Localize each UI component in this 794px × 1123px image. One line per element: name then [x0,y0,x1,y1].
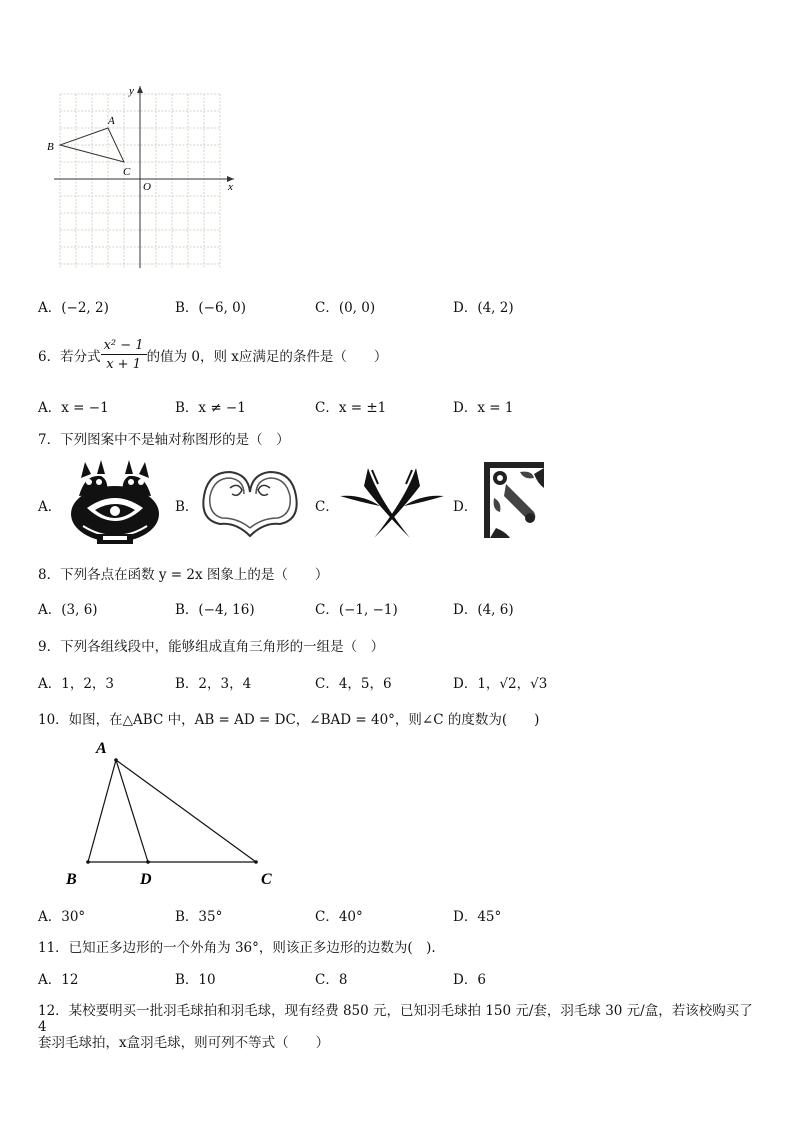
q11-option-b: B．10 [175,972,216,988]
q5-option-c: C．(0, 0) [315,300,376,316]
q7-option-a: A． [38,499,62,515]
q6-stem [38,338,387,372]
q10-option-b: B．35° [175,909,223,925]
y-axis-label: y [129,85,134,97]
q6-prefix: 6．若分式 [38,349,101,365]
crossed-blades-image [338,462,446,542]
q8-option-d: D．(4, 6) [453,602,514,618]
q6-suffix: 的值为 0，则 x应满足的条件是（ ） [146,349,388,365]
q9-stem: 9．下列各组线段中，能够组成直角三角形的一组是（ ） [38,639,385,655]
q12-line-1: 12．某校要明买一批羽毛球拍和羽毛球，现有经费 850 元，已知羽毛球拍 150 元/套，羽毛球 30 元/盒，若该校购买了 4 [38,1003,753,1035]
q8-option-b: B．(−4, 16) [175,602,255,618]
q9-option-d: D．1，√2，√3 [453,676,548,692]
q10-option-a: A．30° [38,909,86,925]
q10-stem: 10．如图，在△ABC 中，AB = AD = DC，∠BAD = 40°，则∠C 的度数为( ) [38,712,540,728]
q5-option-b: B．(−6, 0) [175,300,247,316]
corner-ornament-image [480,458,548,544]
q7-option-c: C． [315,499,339,515]
q11-option-a: A．12 [38,972,79,988]
vertex-c-label: C [261,871,272,888]
point-a-label: A [108,115,115,127]
vertex-a-label: A [96,740,107,757]
q6-fraction [101,338,147,372]
q8-option-a: A．(3, 6) [38,602,98,618]
q6-fraction-numerator: x² − 1 [101,338,147,355]
cloud-pattern-image [198,458,303,543]
q5-option-d: D．(4, 2) [453,300,514,316]
papercut-cats-image [65,456,165,548]
coordinate-grid-figure [42,82,252,272]
q7-stem: 7．下列图案中不是轴对称图形的是（ ） [38,432,290,448]
q7-option-b: B． [175,499,199,515]
vertex-d-label: D [140,871,152,888]
q8-option-c: C．(−1, −1) [315,602,398,618]
q9-option-b: B．2，3，4 [175,676,252,692]
q6-option-b: B．x ≠ −1 [175,400,246,416]
q6-option-d: D．x = 1 [453,400,514,416]
origin-label: O [143,181,151,193]
q9-option-a: A．1，2，3 [38,676,115,692]
q9-option-c: C．4，5，6 [315,676,392,692]
q6-option-a: A．x = −1 [38,400,109,416]
q12-line-2: 套羽毛球拍，x盒羽毛球，则可列不等式（ ） [38,1035,330,1051]
q10-option-c: C．40° [315,909,363,925]
triangle-abdc-figure [60,736,290,892]
q11-stem: 11．已知正多边形的一个外角为 36°，则该正多边形的边数为( ). [38,940,436,956]
q6-fraction-denominator: x + 1 [106,357,141,372]
q7-option-d: D． [453,499,478,515]
point-b-label: B [47,141,54,153]
q8-stem: 8．下列各点在函数 y = 2x 图象上的是（ ） [38,567,329,583]
q11-option-d: D．6 [453,972,486,988]
q11-option-c: C．8 [315,972,348,988]
q5-option-a: A．(−2, 2) [38,300,109,316]
point-c-label: C [123,166,131,178]
vertex-b-label: B [66,871,77,888]
q10-option-d: D．45° [453,909,502,925]
x-axis-label: x [228,181,233,193]
q6-option-c: C．x = ±1 [315,400,387,416]
